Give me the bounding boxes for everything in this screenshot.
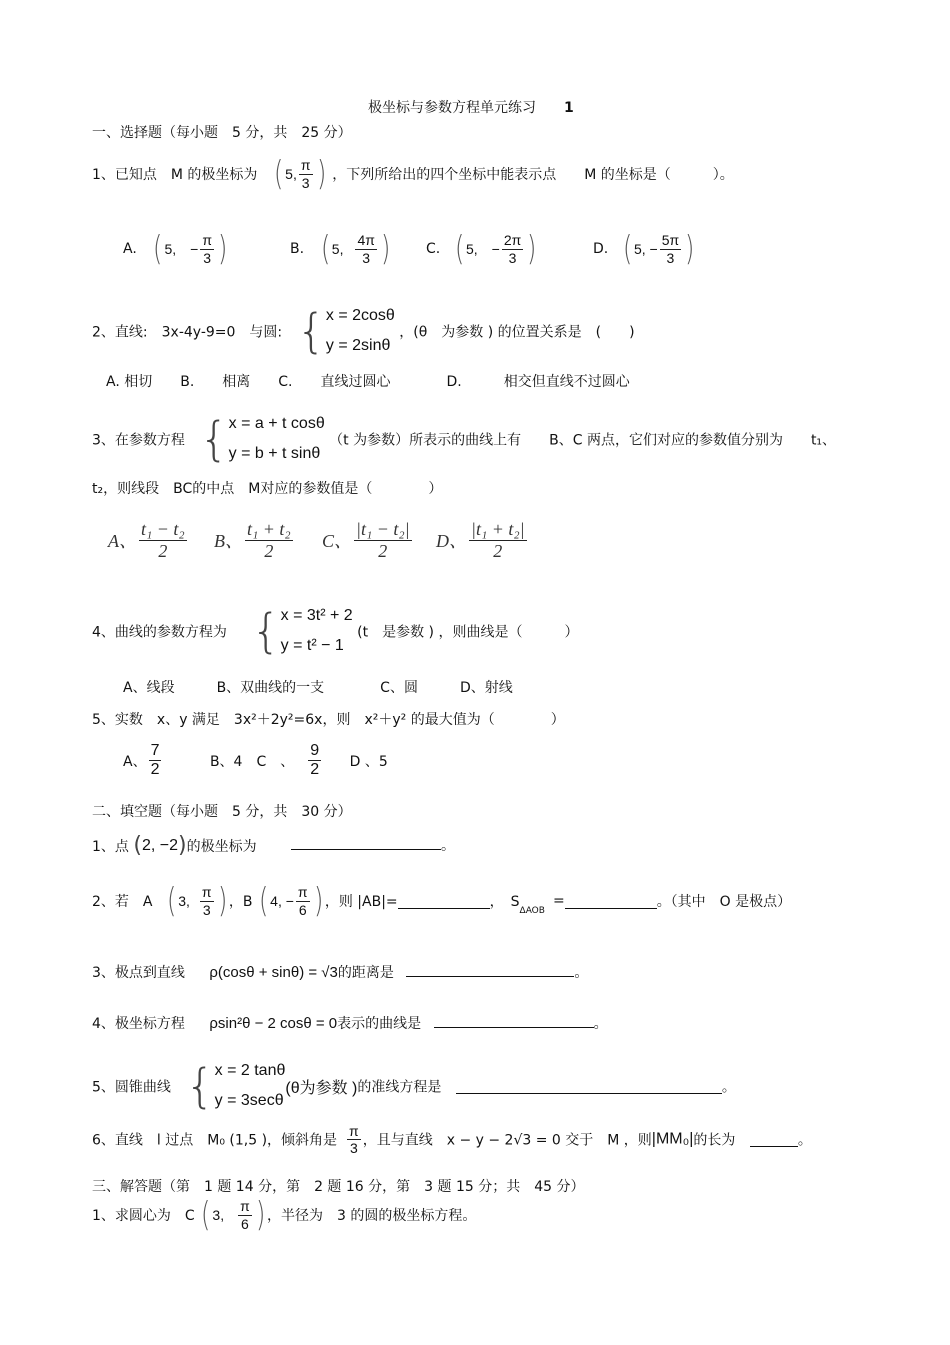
solve-1: 1、求圆心为 C ( 3, $\frac{\pi}{6}$ ) ，半径为 3 的圆的极坐标方程。 [92, 1195, 477, 1235]
q4-options: A、线段 B、双曲线的一支 C、圆 D、射线 [123, 680, 513, 696]
q3-option-c[interactable]: C、 $\frac{\text{|t₁ − t₂|}}{2}$ [322, 519, 410, 561]
fill-4-blank[interactable] [434, 1013, 594, 1028]
q1-option-a[interactable]: A. ( 5, − $\frac{\pi}{3}$ ) [123, 229, 228, 269]
q2-options: A. 相切 B. 相离 C. 直线过圆心 D. 相交但直线不过圆心 [106, 374, 630, 390]
fill-6-blank[interactable] [750, 1132, 798, 1147]
page-title: 极坐标与参数方程单元练习 1 [368, 100, 574, 116]
fill-2-area-blank[interactable] [565, 894, 657, 909]
section-3-heading: 三、解答题（第 1 题 14 分，第 2 题 16 分，第 3 题 15 分；共 45 分） [92, 1179, 585, 1195]
fill-5-blank[interactable] [456, 1079, 722, 1094]
fill-2: 2、若 A ( 3, $\frac{\pi}{3}$ ) ，B ( 4, − $\frac{\pi}{6}$ ) ，则 |AB|= ， $S_{\Delta AOB}=$ 。（其中 O 是极点） [92, 881, 792, 921]
question-1: 1、已知点 M 的极坐标为 ( 5, $\frac{\pi}{3}$ ) ，下列所给出的四个坐标中能表示点 M 的坐标是（ ）。 [92, 154, 734, 194]
q5-options: A、 $\frac{7}{2}$ B、4 C 、 $\frac{9}{2}$ D 、5 [123, 742, 388, 779]
q3-option-a[interactable]: A、 $\frac{\text{t₁ − t₂}}{2}$ [108, 519, 185, 561]
q3-option-b[interactable]: B、 $\frac{\text{t₁ + t₂}}{2}$ [214, 519, 291, 561]
question-2: 2、直线: 3x-4y-9=0 与圆: {x = 2cosθ y = 2sinθ ，(θ 为参数 ) 的位置关系是 ( ) [92, 304, 635, 359]
fill-3-blank[interactable] [406, 962, 574, 977]
fill-1: 1、点 (2, −2)的极坐标为 。 [92, 833, 456, 858]
fill-2-ab-blank[interactable] [398, 894, 490, 909]
question-3-line2: t₂，则线段 BC的中点 M对应的参数值是（ ） [92, 481, 443, 497]
fill-1-blank[interactable] [291, 835, 441, 850]
fill-5: 5、圆锥曲线 {x = 2 tanθ y = 3secθ(θ为参数 )的准线方程是 。 [92, 1059, 736, 1114]
fill-6: 6、直线 l 过点 M₀ (1,5 )，倾斜角是 $\frac{\pi}{3}$ ，且与直线 x − y − 2√3 = 0 交于 M ，则|MM₀|的长为 。 [92, 1123, 812, 1157]
q1-option-b[interactable]: B. ( 5, $\frac{4\pi}{3}$ ) [290, 229, 391, 269]
question-3: 3、在参数方程 {x = a + t cosθ y = b + t sinθ （t 为参数）所表示的曲线上有 B、C 两点，它们对应的参数值分别为 t₁、 [92, 412, 837, 467]
q1-option-c[interactable]: C. ( 5, − $\frac{2\pi}{3}$ ) [426, 229, 537, 269]
q1-option-d[interactable]: D. ( 5, − $\frac{5\pi}{3}$ ) [593, 229, 695, 269]
section-1-heading: 一、选择题（每小题 5 分，共 25 分） [92, 125, 352, 141]
question-4: 4、曲线的参数方程为 {x = 3t² + 2 y = t² − 1 (t 是参数 ) ，则曲线是（ ） [92, 604, 579, 659]
section-2-heading: 二、填空题（每小题 5 分，共 30 分） [92, 804, 352, 820]
fill-4: 4、极坐标方程 ρsin²θ − 2 cosθ = 0表示的曲线是 。 [92, 1015, 608, 1032]
q1-point-frac: $\frac{\pi}{3}$ [300, 157, 311, 191]
question-5: 5、实数 x、y 满足 3x²＋2y²=6x，则 x²＋y² 的最大值为（ ） [92, 712, 565, 728]
q3-option-d[interactable]: D、 $\frac{\text{|t₁ + t₂|}}{2}$ [436, 519, 525, 561]
fill-3: 3、极点到直线 ρ(cosθ + sinθ) = √3的距离是 。 [92, 964, 589, 981]
